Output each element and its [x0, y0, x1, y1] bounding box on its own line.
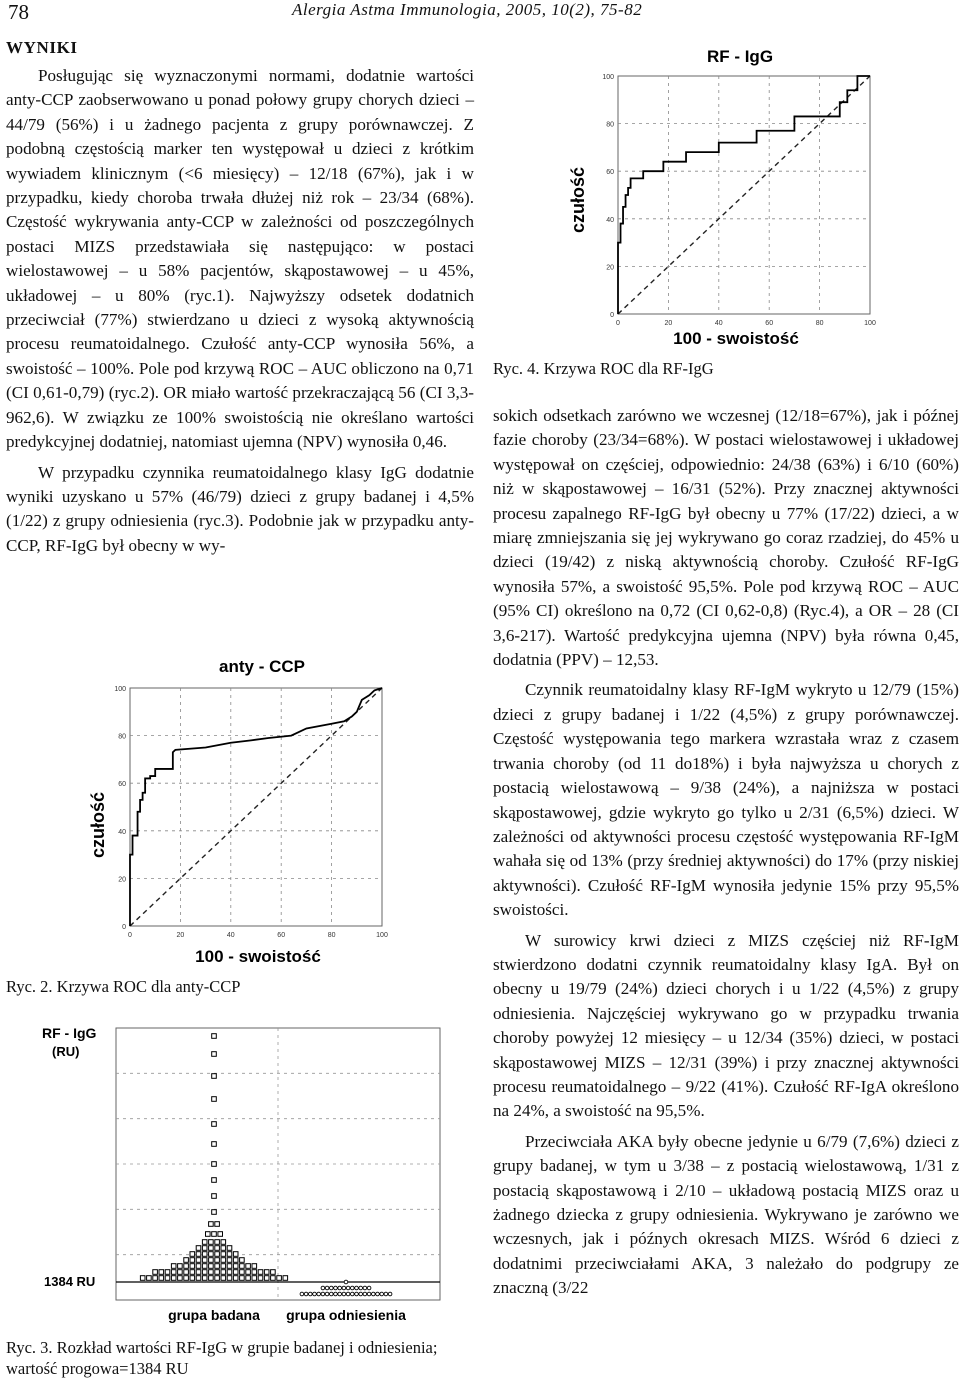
data-point [212, 1074, 217, 1079]
x-tick-label: 20 [176, 932, 185, 939]
data-point [212, 1178, 217, 1183]
data-point [227, 1246, 232, 1251]
data-point [321, 1292, 325, 1296]
data-point [252, 1270, 257, 1275]
data-point [190, 1264, 195, 1269]
figure-4-caption: Ryc. 4. Krzywa ROC dla RF-IgG [493, 359, 714, 378]
data-point [233, 1252, 238, 1257]
x-tick-label: 60 [277, 932, 286, 939]
data-point [342, 1292, 346, 1296]
data-point [325, 1292, 329, 1296]
data-point [221, 1258, 226, 1263]
data-point [212, 1162, 217, 1167]
y-tick-label: 0 [610, 312, 614, 319]
x-axis-label: 100 - swoistość [673, 329, 799, 348]
data-point [342, 1286, 346, 1290]
left-paragraph-2: W przypadku czynnika reumatoidalnego klasy IgG dodatnie wyniki uzyskano u 57% (46/79) dzieci z grupy badanej i 4,5% (1/22) z grupy odniesienia (ryc.3). Podobnie jak w przypadku anty-CCP, RF-IgG był obecny w wy- [6, 462, 474, 555]
data-point [221, 1264, 226, 1269]
y-tick-label: 20 [606, 264, 614, 272]
y-tick-label: 40 [606, 216, 614, 224]
data-point [159, 1270, 164, 1275]
data-point [309, 1292, 313, 1296]
data-point [196, 1246, 201, 1251]
data-point [227, 1270, 232, 1275]
data-point [240, 1270, 245, 1275]
section-title: WYNIKI [6, 38, 78, 57]
data-point [215, 1258, 220, 1263]
figure-roc-anty-ccp [82, 650, 402, 970]
figure-roc-rf-igg [560, 40, 880, 350]
data-point [384, 1292, 388, 1296]
data-point [190, 1258, 195, 1263]
group-label-reference: grupa odniesienia [286, 1307, 406, 1323]
data-point [355, 1286, 359, 1290]
data-point [209, 1258, 214, 1263]
data-point [209, 1222, 214, 1227]
figure-3-caption [6, 1337, 437, 1379]
data-point [212, 1142, 217, 1147]
data-point [221, 1240, 226, 1245]
data-point [140, 1276, 145, 1281]
data-point [202, 1264, 207, 1269]
x-tick-label: 20 [664, 320, 673, 327]
data-point [304, 1292, 308, 1296]
data-point [221, 1276, 226, 1281]
data-point [178, 1276, 183, 1281]
data-point [184, 1276, 189, 1281]
data-point [283, 1276, 288, 1281]
data-point [359, 1292, 363, 1296]
data-point [258, 1270, 263, 1275]
data-point [334, 1292, 338, 1296]
data-point [240, 1264, 245, 1269]
right-paragraph-2: Czynnik reumatoidalny klasy RF-IgM wykryto u 12/79 (15%) dzieci z grupy badanej i 1/22 (4,5%) z grupy porównawczej. Częstość występowania tego markera wzrastała wraz z czasem trwania choroby (od 11 do18%) i była najwyższa u chorych z postacią wielostawową – 9/38 (24%), a najniższa w postaci skąpostawowej, gdzie wykryto go tylko u 2/31 (6,5%) dzieci. W zależności od aktywności procesu częstość występowania RF-IgM wahała się od 13% (przy średniej aktywności) do 17% (przy niskiej aktywności). Czułość RF-IgM wynosiła jedynie 15% przy 95,5% swoistości. [493, 680, 959, 920]
journal-header: Alergia Astma Immunologia, 2005, 10(2), 75-82 [292, 0, 643, 19]
data-point [178, 1264, 183, 1269]
data-point [233, 1270, 238, 1275]
y-tick-label: 40 [118, 828, 126, 836]
data-point [264, 1270, 269, 1275]
data-point [325, 1286, 329, 1290]
figure-3-caption-line1: Ryc. 3. Rozkład wartości RF-IgG w grupie badanej i odniesienia; [6, 1338, 438, 1357]
data-point [202, 1276, 207, 1281]
data-point [334, 1286, 338, 1290]
data-point [202, 1252, 207, 1257]
data-point [178, 1270, 183, 1275]
data-point [258, 1276, 263, 1281]
data-point [209, 1276, 214, 1281]
data-point [212, 1194, 217, 1199]
data-point [221, 1246, 226, 1251]
data-point [165, 1270, 170, 1275]
x-tick-label: 60 [765, 320, 774, 327]
data-point [264, 1276, 269, 1281]
data-point [212, 1232, 217, 1237]
data-point [147, 1276, 152, 1281]
data-point [338, 1292, 342, 1296]
data-point [153, 1270, 158, 1275]
data-point [218, 1232, 223, 1237]
data-point [227, 1276, 232, 1281]
x-tick-label: 80 [815, 320, 824, 327]
data-point [359, 1286, 363, 1290]
data-point [233, 1276, 238, 1281]
data-point [196, 1276, 201, 1281]
data-point [215, 1246, 220, 1251]
group-label-study: grupa badana [168, 1307, 260, 1323]
data-point [252, 1276, 257, 1281]
data-point [212, 1210, 217, 1215]
threshold-label: 1384 RU [44, 1274, 96, 1289]
data-point [346, 1286, 350, 1290]
data-point [212, 1122, 217, 1127]
data-point [351, 1292, 355, 1296]
data-point [159, 1276, 164, 1281]
plot-area [116, 1028, 440, 1300]
data-point [190, 1276, 195, 1281]
y-axis-label: czułość [88, 791, 108, 859]
data-point [171, 1264, 176, 1269]
chart-title: RF - IgG [706, 47, 774, 66]
x-axis-label: 100 - swoistość [195, 947, 321, 966]
roc-chart-rf-igg [560, 40, 880, 350]
data-point [355, 1292, 359, 1296]
data-point [184, 1258, 189, 1263]
data-point [221, 1270, 226, 1275]
figure-rf-igg-distribution [30, 1018, 450, 1333]
data-point [209, 1240, 214, 1245]
plot-area [114, 686, 388, 939]
y-tick-label: 60 [118, 781, 126, 789]
data-point [240, 1276, 245, 1281]
data-point [363, 1286, 367, 1290]
data-point [184, 1270, 189, 1275]
right-paragraph-4: Przeciwciała AKA były obecne jedynie u 6/79 (7,6%) dzieci z grupy badanej, w tym u 3/38 – z postacią wielostawową, 1/31 z postacią skąpostawową i 2/10 – układową postacią MIZS oraz u żadnego dziecka z grupy odniesienia. Wykrywano je zarówno we wczesnych, jak i późnych okresach MIZS. Wśród 6 dzieci z dodatnimi przeciwciałami AKA, 3 należało do podgrupy ze znaczną (3/22 [493, 1131, 959, 1298]
data-point [215, 1252, 220, 1257]
data-point [215, 1276, 220, 1281]
y-tick-label: 60 [606, 169, 614, 177]
data-point [271, 1270, 276, 1275]
roc-chart-anty-ccp [82, 650, 402, 970]
data-point [209, 1270, 214, 1275]
data-point [300, 1292, 304, 1296]
chart-title: anty - CCP [219, 657, 305, 676]
data-point [202, 1246, 207, 1251]
data-point [209, 1246, 214, 1251]
x-tick-label: 0 [616, 320, 620, 327]
data-point [321, 1286, 325, 1290]
data-point [233, 1264, 238, 1269]
figure-3-caption-line2: wartość progowa=1384 RU [6, 1359, 189, 1378]
data-point [330, 1286, 334, 1290]
x-tick-label: 100 [376, 932, 388, 939]
data-point [246, 1264, 251, 1269]
data-point [184, 1264, 189, 1269]
y-axis-label: czułość [568, 166, 588, 234]
data-point [212, 1097, 217, 1102]
data-point [363, 1292, 367, 1296]
data-point [346, 1292, 350, 1296]
data-point [388, 1292, 392, 1296]
data-point [233, 1258, 238, 1263]
x-tick-label: 40 [226, 932, 235, 939]
data-point [212, 1052, 217, 1057]
y-axis-label-line2: (RU) [52, 1044, 80, 1059]
right-paragraph-3: W surowicy krwi dzieci z MIZS częściej niż RF-IgM stwierdzono dodatni czynnik reumatoidalny klasy IgA. Był on obecny u 19/79 (24%) dzieci chorych i u 1/22 (4,5%) z grupy odniesienia. Najczęściej wykrywano go w przypadku trwania choroby powyżej 12 miesięcy – u 12/34 (35%) dzieci, w postaci skąpostawowej MIZS – 12/31 (39%) i przy znacznej aktywności procesu reumatoidalnego – 9/22 (41%). Czułość RF-IgA określono na 24%, a swoistość na 95,5%. [493, 930, 959, 1121]
right-paragraph-1: sokich odsetkach zarówno we wczesnej (12/18=67%), jak i późnej fazie choroby (23/34=68%). W postaci wielostawowej i układowej występował on częściej, odpowiednio: 24/38 (63%) i 6/10 (60%) niż w skąpostawowej – 16/31 (52%). Przy znacznej aktywności procesu zapalnego RF-IgG był obecny u 77% (17/22) dzieci, a w miarę zmniejszania się jej wykrywano go coraz rzadziej, do 45% u dzieci (19/42) z niską aktywnością choroby. Czułość RF-IgG wynosiła 57%, a swoistość 95,5%. Pole pod krzywą ROC – AUC (95% CI) określono na 0,72 (CI 0,62-0,8) (Ryc.4), a OR – 28 (CI 3,6-217). Wartość predykcyjna ujemna (NPV) była równa 0,45, dodatnia (PPV) – 12,53. [493, 406, 959, 670]
data-point [196, 1258, 201, 1263]
x-tick-label: 40 [714, 320, 723, 327]
plot-area [602, 74, 876, 327]
data-point [367, 1286, 371, 1290]
left-paragraph-1: Posługując się wyznaczonymi normami, dodatnie wartości anty-CCP zaobserwowano u ponad połowy grupy chorych dzieci – 44/79 (56%) i u żadnego pacjenta z grupy porównawczej. Z podobną częstością marker ten występował u dzieci z krótkim wywiadem klinicznym (<6 miesięcy) – 12/18 (67%), jak i w przypadku, kiedy choroba trwała dłużej niż rok – 23/34 (68%). Częstość wykrywania anty-CCP w zależności od poszczególnych postaci MIZS przedstawiała się następująco: w postaci wielostawowej – u 58% pacjentów, skąpostawowej – u 45%, układowej – u 80% (ryc.1). Najwyższy odsetek dodatnich przeciwciał (77%) stwierdzano u dzieci z wysoką aktywnością procesu reumatoidalnego. Czułość anty-CCP wynosiła 56%, a swoistość – 100%. Pole pod krzywą ROC – AUC obliczono na 0,71 (CI 0,61-0,79) (ryc.2). OR miało wartość przekraczającą 56 (CI 3,3-962,6). W związku ze 100% swoistością nie określano wartości predykcyjnej dodatniej, natomiast ujemna (NPV) wynosiła 0,46. [6, 66, 474, 452]
data-point [338, 1286, 342, 1290]
figure-2-caption: Ryc. 2. Krzywa ROC dla anty-CCP [6, 977, 241, 996]
data-point [246, 1270, 251, 1275]
data-point [215, 1240, 220, 1245]
data-point [202, 1240, 207, 1245]
right-column-text [493, 404, 959, 1301]
data-point [171, 1276, 176, 1281]
data-point [380, 1292, 384, 1296]
x-tick-label: 100 [864, 320, 876, 327]
data-point [212, 1034, 217, 1039]
y-axis-label-line1: RF - IgG [42, 1025, 97, 1041]
data-point [317, 1292, 321, 1296]
y-tick-label: 100 [602, 74, 614, 81]
data-point [227, 1252, 232, 1257]
data-point [344, 1280, 348, 1284]
data-point [367, 1292, 371, 1296]
data-point [240, 1258, 245, 1263]
left-column-text [6, 64, 474, 558]
data-point [202, 1270, 207, 1275]
data-point [171, 1270, 176, 1275]
data-point [153, 1276, 158, 1281]
data-point [271, 1276, 276, 1281]
y-tick-label: 20 [118, 876, 126, 884]
data-point [190, 1252, 195, 1257]
data-point [209, 1264, 214, 1269]
data-point [202, 1258, 207, 1263]
data-point [215, 1270, 220, 1275]
dot-plot-rf-igg [30, 1018, 450, 1333]
x-tick-label: 80 [327, 932, 336, 939]
data-point [209, 1252, 214, 1257]
data-point [215, 1264, 220, 1269]
data-point [206, 1232, 211, 1237]
page-number: 78 [8, 0, 29, 24]
data-point [372, 1292, 376, 1296]
y-tick-label: 0 [122, 924, 126, 931]
data-point [221, 1252, 226, 1257]
x-tick-label: 0 [128, 932, 132, 939]
data-point [227, 1258, 232, 1263]
data-point [227, 1264, 232, 1269]
data-point [196, 1264, 201, 1269]
data-point [313, 1292, 317, 1296]
data-point [330, 1292, 334, 1296]
data-point [215, 1222, 220, 1227]
data-point [246, 1276, 251, 1281]
data-point [277, 1276, 282, 1281]
y-tick-label: 100 [114, 686, 126, 693]
data-point [196, 1252, 201, 1257]
data-point [351, 1286, 355, 1290]
data-point [196, 1270, 201, 1275]
data-point [165, 1276, 170, 1281]
y-tick-label: 80 [606, 121, 614, 129]
data-point [190, 1270, 195, 1275]
data-point [252, 1264, 257, 1269]
y-tick-label: 80 [118, 733, 126, 741]
data-point [376, 1292, 380, 1296]
